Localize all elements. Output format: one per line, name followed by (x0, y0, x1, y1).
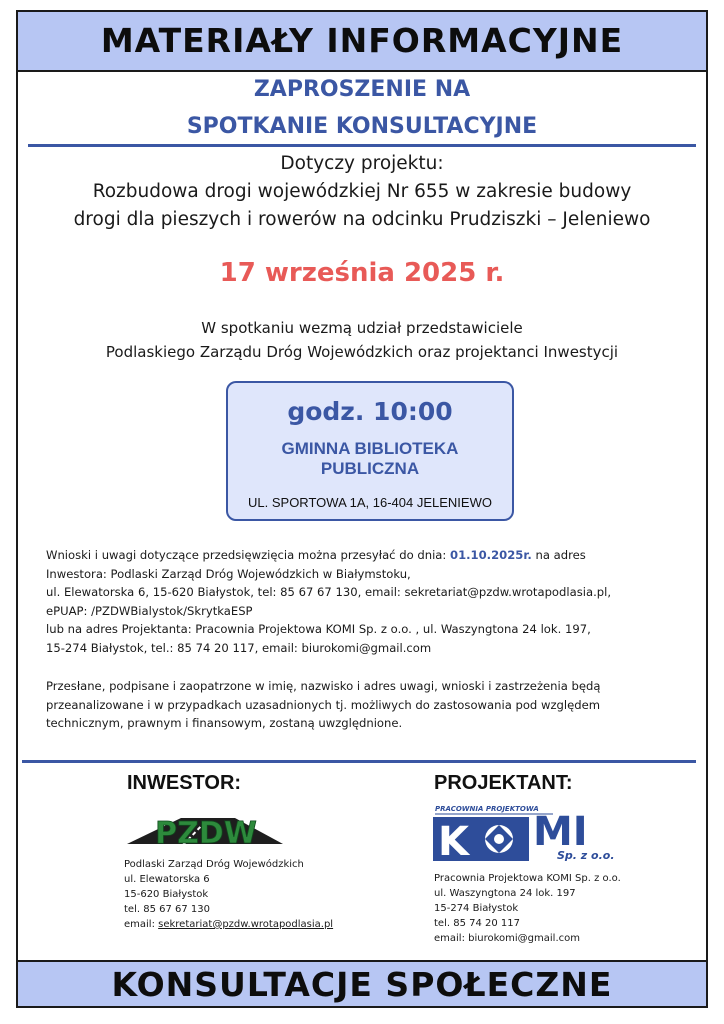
header-divider (28, 144, 696, 147)
meeting-address: UL. SPORTOWA 1A, 16-404 JELENIEWO (248, 495, 492, 510)
pzdw-logo (123, 814, 289, 850)
designer-heading: PROJEKTANT: (434, 772, 573, 794)
remarks-line-6: 15-274 Białystok, tel.: 85 74 20 117, email: biurokomi@gmail.com (46, 640, 432, 655)
footer-banner (18, 960, 706, 1006)
participants-line-2: Podlaskiego Zarządu Dróg Wojewódzkich oraz projektanci Inwestycji (105, 343, 619, 361)
designer-email[interactable]: email: biurokomi@gmail.com (434, 933, 580, 944)
meeting-date: 17 września 2025 r. (219, 258, 505, 288)
remarks-line-3: ul. Elewatorska 6, 15-620 Białystok, tel: 85 67 67 130, email: sekretariat@pzdw.wrotapodlasia.pl, (46, 585, 612, 599)
designer-name: Pracownia Projektowa KOMI Sp. z o.o. (434, 873, 621, 884)
investor-heading: INWESTOR: (127, 772, 242, 794)
meeting-info-box (226, 381, 514, 521)
investor-details (124, 857, 333, 932)
investor-phone: tel. 85 67 67 130 (124, 904, 211, 915)
footer-divider (22, 760, 696, 763)
invitation-line-1: ZAPROSZENIE NA (253, 77, 471, 102)
designer-city: 15-274 Białystok (434, 903, 519, 914)
footer-title: KONSULTACJE SPOŁECZNE (111, 965, 613, 1004)
project-line-1: Rozbudowa drogi wojewódzkiej Nr 655 w zakresie budowy (92, 181, 632, 202)
notice-line-1: Przesłane, podpisane i zaopatrzone w imię, nazwisko i adres uwagi, wnioski i zastrzeżenia będą (46, 679, 601, 693)
project-description (20, 150, 704, 234)
project-intro: Dotyczy projektu: (280, 153, 444, 174)
remarks-paragraph (46, 546, 686, 657)
remarks-line-1 (46, 546, 686, 565)
investor-email-link[interactable]: sekretariat@pzdw.wrotapodlasia.pl (158, 919, 334, 930)
participants (20, 316, 704, 364)
venue-line-2: PUBLICZNA (320, 459, 420, 478)
komi-logo-sub: Sp. z o.o. (557, 849, 615, 862)
participants-line-1: W spotkaniu wezmą udział przedstawiciele (201, 319, 523, 337)
komi-logo (433, 803, 615, 865)
notice-line-2: przeanalizowane i w przypadkach uzasadnionych tj. możliwych do zastosowania pod względem (46, 697, 601, 712)
designer-street: ul. Waszyngtona 24 lok. 197 (434, 888, 576, 899)
investor-city: 15-620 Białystok (124, 889, 209, 900)
remarks-deadline: 01.10.2025r. (450, 548, 532, 562)
remarks-line-5: lub na adres Projektanta: Pracownia Projektowa KOMI Sp. z o.o. , ul. Waszyngtona 24 lok. 197, (46, 622, 591, 636)
investor-name: Podlaski Zarząd Dróg Wojewódzkich (124, 859, 304, 870)
komi-logo-k: K (438, 819, 469, 865)
meeting-time: godz. 10:00 (287, 397, 453, 426)
designer-details (434, 871, 621, 946)
notice-paragraph (46, 677, 686, 733)
investor-email-row (124, 917, 333, 932)
meeting-venue (228, 439, 512, 479)
invitation-line-2: SPOTKANIE KONSULTACYJNE (186, 114, 538, 139)
venue-line-1: GMINNA BIBLIOTEKA (281, 439, 459, 458)
komi-logo-caption: PRACOWNIA PROJEKTOWA (435, 805, 539, 813)
remarks-line-4: ePUAP: /PZDWBialystok/SkrytkaESP (46, 603, 253, 618)
designer-phone: tel. 85 74 20 117 (434, 918, 521, 929)
investor-street: ul. Elewatorska 6 (124, 874, 210, 885)
project-line-2: drogi dla pieszych i rowerów na odcinku Prudziszki – Jeleniewo (73, 209, 651, 230)
remarks-line-1-text: Wnioski i uwagi dotyczące przedsięwzięcia można przesyłać do dnia: (46, 548, 450, 562)
header-banner (18, 12, 706, 72)
investor-email-label: email: (124, 919, 159, 930)
pzdw-logo-text: PZDW (155, 816, 257, 851)
komi-logo-mi: MI (533, 809, 588, 855)
header-title: MATERIAŁY INFORMACYJNE (100, 21, 624, 60)
remarks-line-1-end: na adres (531, 548, 586, 562)
notice-line-3: technicznym, prawnym i finansowym, zostaną uwzględnione. (46, 716, 403, 730)
remarks-line-2: Inwestora: Podlaski Zarząd Dróg Wojewódzkich w Białymstoku, (46, 566, 411, 581)
